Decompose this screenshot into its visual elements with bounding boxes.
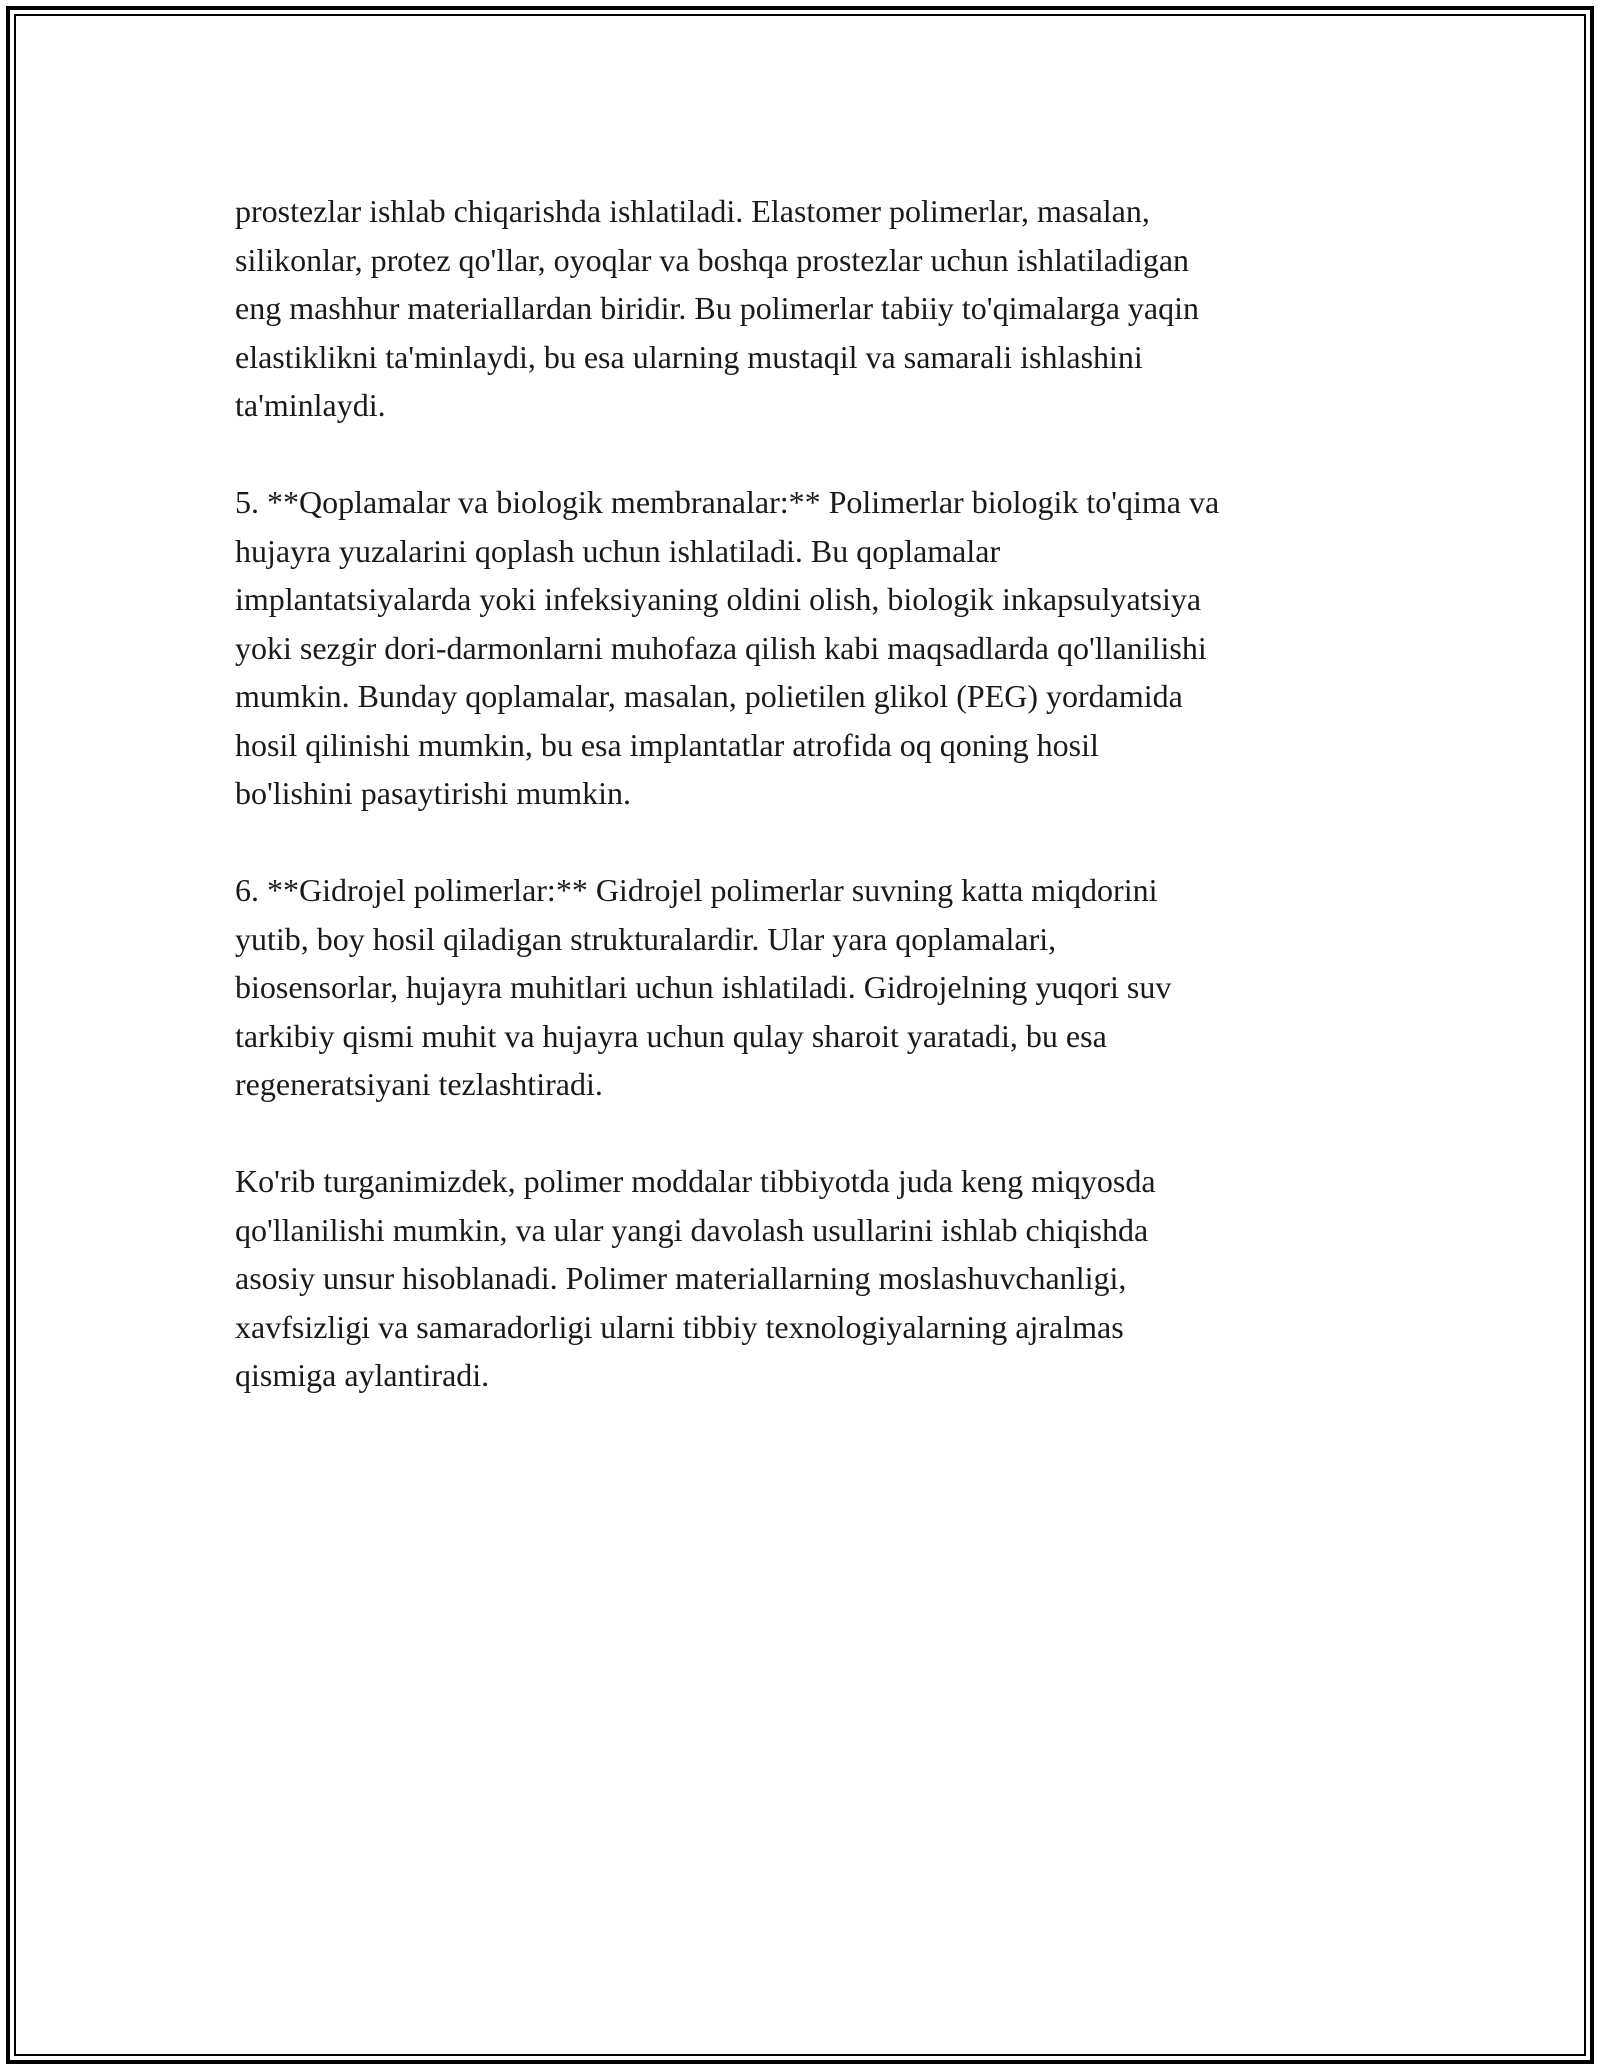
text-line: 5. **Qoplamalar va biologik membranalar:** Polimerlar biologik to'qima va: [235, 484, 1220, 520]
text-line: silikonlar, protez qo'llar, oyoqlar va boshqa prostezlar uchun ishlatiladigan: [235, 241, 1190, 278]
text-line: asosiy unsur hisoblanadi. Polimer materiallarning moslashuvchanligi,: [235, 1260, 1127, 1296]
text-line: 6. **Gidrojel polimerlar:** Gidrojel polimerlar suvning katta miqdorini: [235, 872, 1158, 908]
text-line: eng mashhur materiallardan biridir. Bu polimerlar tabiiy to'qimalarga yaqin: [235, 290, 1200, 326]
text-line: xavfsizligi va samaradorligi ularni tibbiy texnologiyalarning ajralmas: [235, 1308, 1124, 1345]
text-line: hosil qilinishi mumkin, bu esa implantatlar atrofida oq qoning hosil: [235, 726, 1099, 763]
text-line: ta'minlaydi.: [235, 387, 386, 423]
text-line: biosensorlar, hujayra muhitlari uchun ishlatiladi. Gidrojelning yuqori suv: [235, 969, 1172, 1005]
paragraph-conclusion: [235, 1157, 1385, 1400]
document-body: [235, 187, 1385, 1400]
text-line: regeneratsiyani tezlashtiradi.: [235, 1066, 603, 1102]
text-line: implantatsiyalarda yoki infeksiyaning oldini olish, biologik inkapsulyatsiya: [235, 581, 1202, 617]
text-line: hujayra yuzalarini qoplash uchun ishlatiladi. Bu qoplamalar: [235, 532, 1001, 569]
text-line: qo'llanilishi mumkin, va ular yangi davolash usullarini ishlab chiqishda: [235, 1211, 1149, 1248]
text-line: prostezlar ishlab chiqarishda ishlatiladi. Elastomer polimerlar, masalan,: [235, 193, 1150, 229]
text-line: yutib, boy hosil qiladigan strukturalardir. Ular yara qoplamalari,: [235, 920, 1057, 957]
text-line: yoki sezgir dori-darmonlarni muhofaza qilish kabi maqsadlarda qo'llanilishi: [235, 629, 1207, 666]
paragraph-hydrogels: [235, 866, 1385, 1109]
text-line: mumkin. Bunday qoplamalar, masalan, polietilen glikol (PEG) yordamida: [235, 678, 1183, 714]
text-line: Ko'rib turganimizdek, polimer moddalar tibbiyotda juda keng miqyosda: [235, 1163, 1156, 1199]
text-line: tarkibiy qismi muhit va hujayra uchun qulay sharoit yaratadi, bu esa: [235, 1017, 1107, 1054]
paragraph-coatings: [235, 478, 1385, 818]
paragraph-prostheses: [235, 187, 1385, 430]
text-line: qismiga aylantiradi.: [235, 1357, 490, 1393]
text-line: bo'lishini pasaytirishi mumkin.: [235, 775, 631, 811]
text-line: elastiklikni ta'minlaydi, bu esa ularning mustaqil va samarali ishlashini: [235, 338, 1143, 375]
